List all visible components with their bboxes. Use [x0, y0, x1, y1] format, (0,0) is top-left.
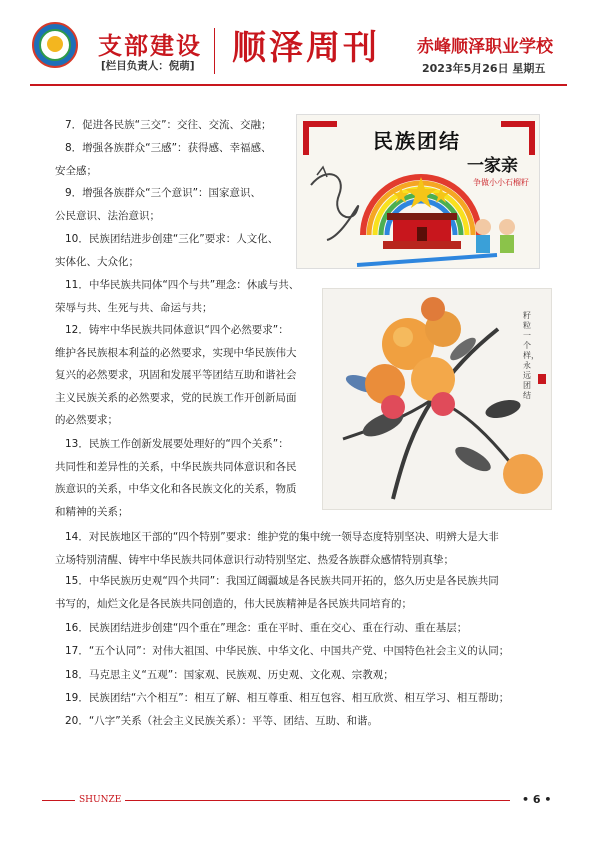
list-item-line: 主义民族关系的必然要求，党的民族工作开创新局面	[55, 391, 297, 404]
list-item	[55, 687, 555, 710]
school-name: 赤峰顺泽职业学校	[417, 37, 553, 57]
painting-subtitle: 一家亲	[467, 156, 518, 176]
list-item-line: 10．民族团结进步创建“三化”要求：人文化、	[65, 233, 279, 245]
list-item	[55, 433, 320, 523]
column-editor: [栏目负责人：倪萌]	[101, 60, 195, 72]
list-item-line: 17．“五个认同”：对伟大祖国、中华民族、中华文化、中国共产党、中国特色社会主义的认同；	[65, 645, 510, 657]
list-item	[55, 274, 320, 319]
list-item-line: 19．民族团结“六个相互”：相互了解、相互尊重、相互包容、相互欣赏、相互学习、相互帮助；	[65, 692, 510, 704]
header-rule	[30, 84, 567, 86]
painting-note: 争做小小石榴籽	[473, 178, 529, 187]
list-item	[55, 710, 555, 733]
list-item	[55, 640, 555, 663]
list-item	[55, 182, 295, 227]
list-item-line: 14．对民族地区干部的“四个特别”要求：维护党的集中统一领导态度特别坚决、明辨大是大非	[65, 531, 499, 543]
footer-brand: SHUNZE	[75, 795, 125, 805]
magazine-title: 顺泽周刊	[232, 28, 380, 68]
list-item	[55, 319, 320, 432]
list-item	[55, 526, 555, 571]
list-item-line: 复兴的必然要求，巩固和发展平等团结互助和谐社会	[55, 369, 297, 381]
list-item-line: 族意识的关系，中华文化和各民族文化的关系，物质	[55, 483, 297, 495]
page-header	[0, 0, 595, 92]
list-item-line: 9．增强各族群众“三个意识”：国家意识、	[65, 187, 262, 199]
school-logo	[32, 22, 78, 68]
list-item-line: 的必然要求；	[55, 414, 118, 426]
list-item-line: 维护各民族根本利益的必然要求，实现中华民族伟大	[55, 346, 297, 359]
list-item-line: 书写的，灿烂文化是各民族共同创造的，伟大民族精神是各民族共同培育的；	[55, 597, 412, 610]
painting-inscription: 籽粒一个样，永远团结	[523, 311, 539, 400]
pomegranate-painting	[322, 288, 552, 510]
list-item-line: 11．中华民族共同体“四个与共”理念：休戚与共、	[65, 279, 300, 291]
list-item-line: 8．增强各族群众“三感”：获得感、幸福感、	[65, 142, 272, 154]
list-item-line: 7．促进各民族“三交”：交往、交流、交融；	[65, 119, 272, 131]
list-item	[55, 570, 555, 615]
column-title: 支部建设	[98, 32, 202, 60]
list-item-line: 12．铸牢中华民族共同体意识“四个必然要求”：	[65, 324, 289, 336]
list-item-line: 安全感；	[55, 164, 97, 177]
list-item	[55, 664, 555, 687]
ethnic-unity-painting	[296, 114, 540, 269]
issue-date: 2023年5月26日 星期五	[422, 62, 546, 75]
list-item	[55, 228, 295, 273]
list-item-line: 20．“八字”关系（社会主义民族关系）：平等、团结、互助、和谐。	[65, 715, 378, 727]
list-item-line: 18．马克思主义“五观”：国家观、民族观、历史观、文化观、宗教观；	[65, 669, 394, 681]
list-item-line: 16．民族团结进步创建“四个重在”理念：重在平时、重在交心、重在行动、重在基层；	[65, 622, 468, 634]
list-item-line: 立场特别清醒、铸牢中华民族共同体意识行动特别坚定、热爱各族群众感情特别真挚；	[55, 553, 454, 566]
list-item-line: 共同性和差异性的关系，中华民族共同体意识和各民	[55, 460, 297, 473]
list-item	[55, 137, 295, 182]
list-item	[55, 617, 555, 640]
header-divider	[214, 28, 215, 74]
list-item-line: 15．中华民族历史观“四个共同”：我国辽阔疆域是各民族共同开拓的，悠久历史是各民族共同	[65, 575, 499, 587]
painting-title: 民族团结	[373, 129, 461, 153]
page-number: • 6 •	[522, 793, 552, 806]
list-item-line: 13．民族工作创新发展要处理好的“四个关系”：	[65, 438, 289, 450]
list-item-line: 实体化、大众化；	[55, 255, 139, 268]
list-item	[55, 114, 295, 137]
list-item-line: 荣辱与共、生死与共、命运与共；	[55, 301, 213, 314]
list-item-line: 和精神的关系；	[55, 505, 129, 518]
list-item-line: 公民意识、法治意识；	[55, 209, 160, 222]
